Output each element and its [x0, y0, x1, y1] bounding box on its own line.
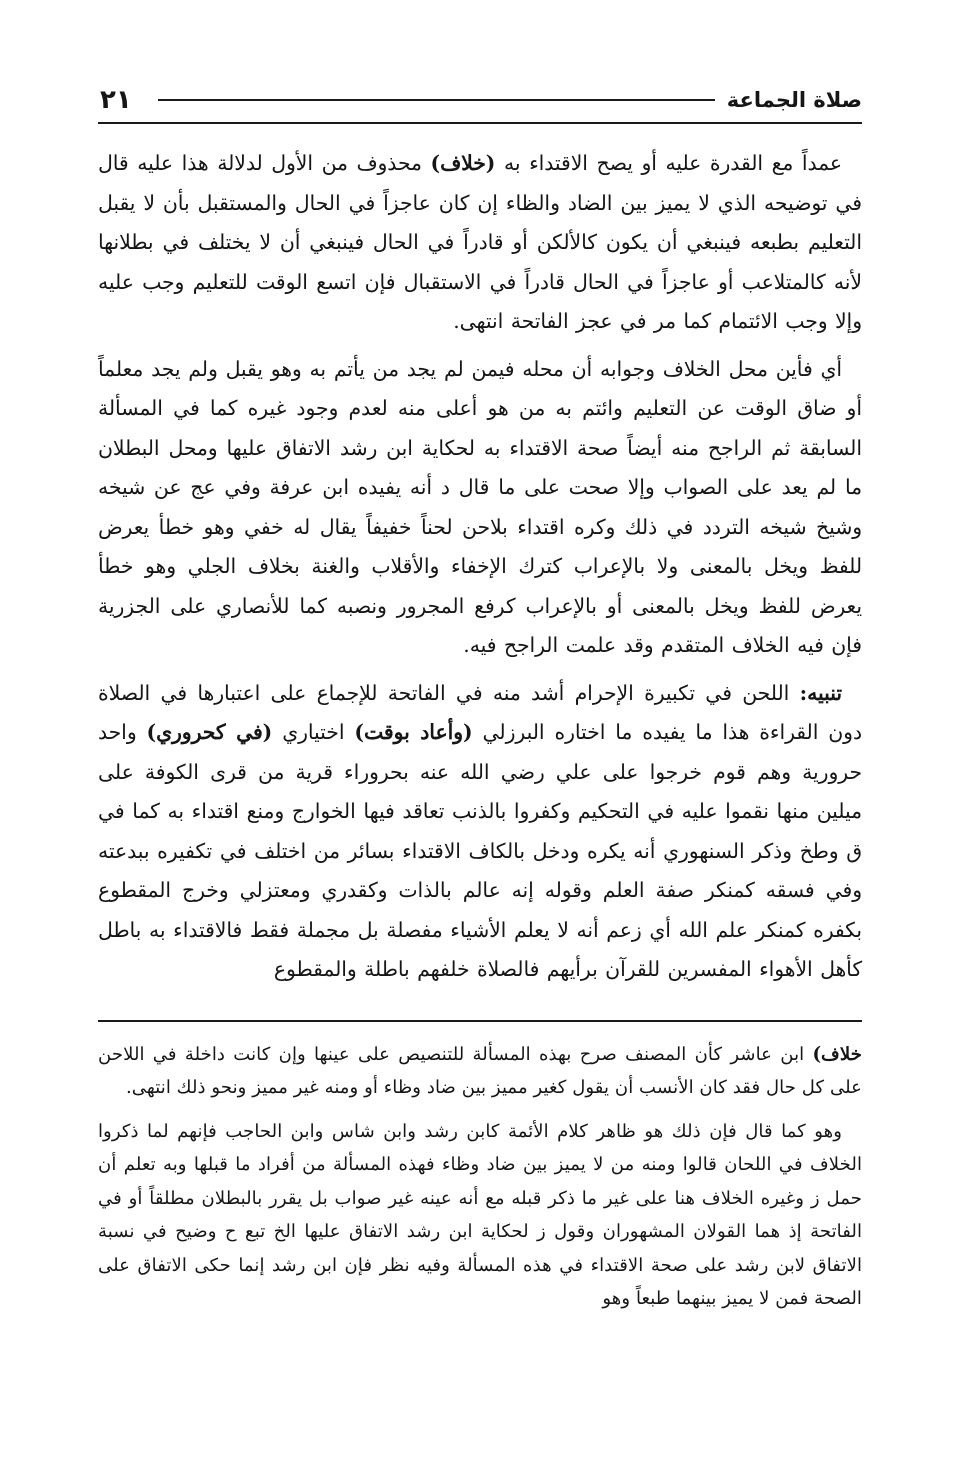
header-rule	[158, 99, 715, 101]
footnote-paragraph-2: وهو كما قال فإن ذلك هو ظاهر كلام الأئمة كابن رشد وابن شاس وابن الحاجب فإنهم لما ذكروا الخلاف في اللحان قالوا ومنه من لا يميز بين ضاد وظاء فهذه المسألة من أفراد ما قبلها وبه تعلم أن حمل ز وغيره الخلاف هنا على غير ما ذكر قبله مع أنه عينه غير صواب بل يقرر بالبطلان مطلقاً أو في الفاتحة إذ هما القولان المشهوران وقول ز لحكاية ابن رشد الاتفاق عليها الخ تبع ح وضيح في نسبة الاتفاق لابن رشد على صحة الاقتداء في هذه المسألة وفيه نظر فإن ابن رشد إنما حكى الاتفاق على الصحة فمن لا يميز بينهما طبعاً وهو	[98, 1120, 862, 1309]
bold-term-kaharuri: (في كحروري)	[146, 720, 273, 744]
book-page	[98, 78, 862, 1458]
text-segment: محذوف من الأول لدلالة هذا عليه قال في توضيحه الذي لا يميز بين الضاد والظاء إن كان عاجزاً في الحال والمستقبل بأن لا يقبل التعليم بطبعه فينبغي أن يكون كالألكن أو قادراً في الحال فينبغي أن لا يختلف في بطلانها لأنه كالمتلاعب أو عاجزاً في الحال قادراً في الاستقبال فإن اتسع الوقت للتعليم وجب عليه وإلا وجب الائتمام كما مر في عجز الفاتحة انتهى.	[98, 151, 862, 333]
text-segment: واحد حرورية وهم قوم خرجوا على علي رضي الله عنه بحروراء قرية من قرى الكوفة على ميلين منها نقموا عليه في التحكيم وكفروا بالذنب تعاقد فيها الخوارج ومنع اقتداء به كما في ق وطخ وذكر السنهوري أنه يكره ودخل بالكاف الاقتداء بسائر من اختلف في تكفيره ببدعته وفي فسقه كمنكر صفة العلم وقوله إنه عالم بالذات وكقدري ومعتزلي وخرج المقطوع بكفره كمنكر علم الله أي زعم أنه لا يعلم الأشياء مفصلة بل مجملة فقط فالاقتداء به باطل كأهل الأهواء المفسرين للقرآن برأيهم فالصلاة خلفهم باطلة والمقطوع	[98, 720, 862, 981]
bold-term-khilaf: (خلاف)	[430, 151, 496, 175]
bold-term-khilaf-footnote: خلاف)	[812, 1043, 862, 1065]
text-segment: عمداً مع القدرة عليه أو يصح الاقتداء به	[495, 151, 842, 175]
text-segment: اللحن في تكبيرة الإحرام أشد منه في الفاتحة للإجماع على اعتبارها في الصلاة دون القراءة هذا ما يفيده ما اختاره البرزلي	[98, 680, 862, 744]
main-paragraph-1	[98, 144, 862, 342]
footnote-divider	[98, 1020, 862, 1022]
bold-term-tanbih: تنبيه:	[799, 680, 842, 705]
main-text	[98, 144, 862, 990]
page-number: ٢١	[100, 85, 132, 115]
main-paragraph-3	[98, 674, 862, 990]
running-title: صلاة الجماعة	[726, 87, 862, 112]
footnotes	[98, 1038, 862, 1316]
text-segment: اختياري	[272, 720, 355, 744]
page-header	[98, 78, 862, 124]
footnote-paragraph-1	[98, 1038, 862, 1105]
main-paragraph-2: أي فأين محل الخلاف وجوابه أن محله فيمن لم يجد من يأتم به وهو يقبل ولم يجد معلماً أو ضاق الوقت عن التعليم وائتم به من هو أعلى منه لعدم وجود غيره كما في المسألة السابقة ثم الراجح منه أيضاً صحة الاقتداء به لحكاية ابن رشد الاتفاق عليها ومحل البطلان ما لم يعد على الصواب وإلا صحت على ما قال د أنه يفيده ابن عرفة وفي عج عن شيخه وشيخ شيخه التردد في ذلك وكره اقتداء بلاحن لحناً خفيفاً يقال له خفي وهو خطأ يعرض للفظ ويخل بالمعنى ولا بالإعراب كترك الإخفاء والأقلاب والغنة بخلاف الجلي وهو خطأ يعرض للفظ ويخل بالمعنى أو بالإعراب كرفع المجرور ونصبه كما للأنصاري على الجزرية فإن فيه الخلاف المتقدم وقد علمت الراجح فيه.	[98, 356, 862, 657]
bold-term-aad-bewaqt: (وأعاد بوقت)	[354, 720, 473, 744]
text-segment: ابن عاشر كأن المصنف صرح بهذه المسألة للتنصيص على عينها وإن كانت داخلة في اللاحن على كل حال فقد كان الأنسب أن يقول كغير مميز بين ضاد وظاء أو ومنه غير مميز ونحو ذلك انتهى.	[98, 1043, 862, 1098]
